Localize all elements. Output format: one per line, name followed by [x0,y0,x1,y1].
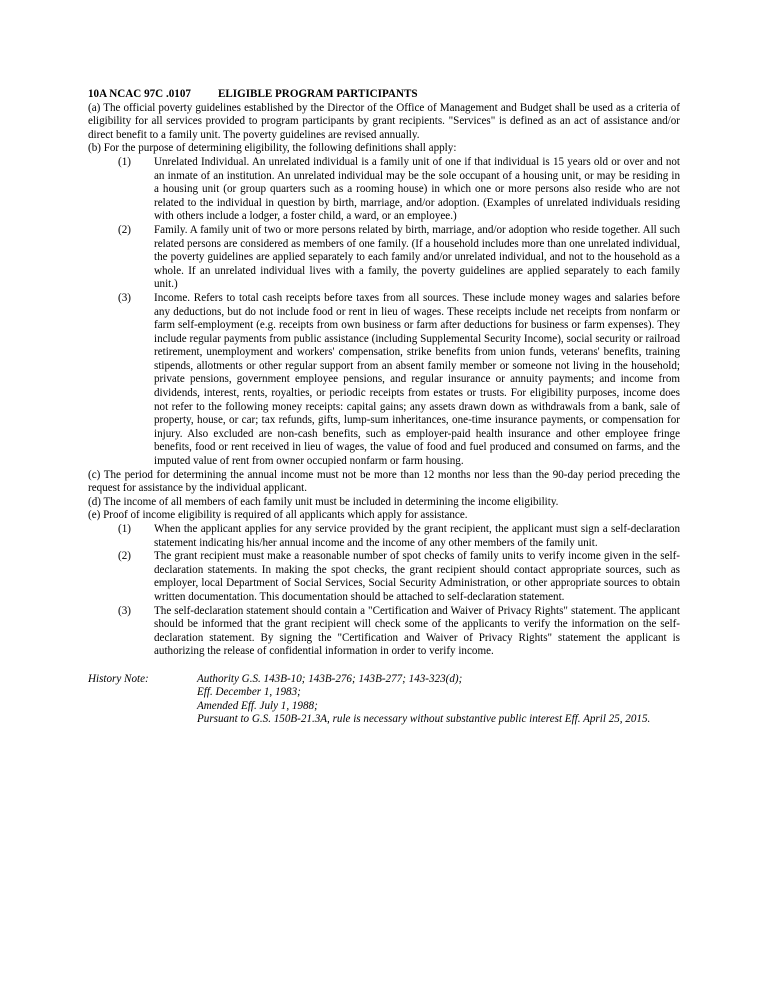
definition-family [88,224,680,292]
history-note-label: History Note: [88,672,149,685]
proof-item-self-declaration [88,523,680,550]
item-number: (3) [118,604,131,617]
item-number: (3) [118,291,131,304]
item-text: Family. A family unit of two or more persons related by birth, marriage, and/or adoption who reside together. All such related persons are considered as members of one family. (If a household includes more than one unrelated individual, the poverty guidelines are applied separately to each family and/or unrelated individual, and not to the household as a whole. If an unrelated individual lives with a family, the poverty guidelines are applied separately to each family unit.) [154,223,680,291]
proof-item-certification-waiver [88,605,680,659]
rule-title: ELIGIBLE PROGRAM PARTICIPANTS [218,88,418,100]
rule-document [88,88,680,727]
history-note-lines [88,673,680,727]
rule-number: 10A NCAC 97C .0107 [88,88,191,100]
history-line-effective: Eff. December 1, 1983; [197,686,301,699]
item-text: When the applicant applies for any service provided by the grant recipient, the applicant must sign a self-declaration statement indicating his/her annual income and the income of any other members of the family unit. [154,523,680,549]
section-d: (d) The income of all members of each family unit must be included in determining the income eligibility. [88,495,559,508]
item-number: (1) [118,155,131,168]
item-number: (2) [118,223,131,236]
definition-unrelated-individual [88,156,680,224]
item-text: The self-declaration statement should contain a "Certification and Waiver of Privacy Rights" statement. The applicant should be informed that the grant recipient will check some of the applicants to verify the information on the self-declaration statement. By signing the "Certification and Waiver of Privacy Rights" statement the applicant is authorizing the release of confidential information in order to verify income. [154,604,680,658]
item-number: (1) [118,523,131,535]
section-a: (a) The official poverty guidelines established by the Director of the Office of Management and Budget shall be used as a criteria of eligibility for all services provided to program participants by grant recipients. "Services" is defined as an act of assistance and/or direct benefit to a family unit. The poverty guidelines are revised annually. [88,101,680,141]
history-line-pursuant: Pursuant to G.S. 150B-21.3A, rule is necessary without substantive public interest Eff. April 25, 2015. [197,713,651,726]
section-b: (b) For the purpose of determining eligibility, the following definitions shall apply: [88,142,457,155]
section-c: (c) The period for determining the annual income must not be more than 12 months nor less than the 90-day period preceding the request for assistance by the individual applicant. [88,468,680,495]
item-number: (2) [118,550,131,563]
history-line-authority: Authority G.S. 143B-10; 143B-276; 143B-277; 143-323(d); [197,672,463,685]
definition-income [88,292,680,469]
section-e: (e) Proof of income eligibility is required of all applicants which apply for assistance. [88,509,468,522]
proof-item-spot-checks [88,550,680,604]
history-note [88,673,680,727]
history-line-amended: Amended Eff. July 1, 1988; [197,699,318,712]
item-text: The grant recipient must make a reasonable number of spot checks of family units to verify income given in the self-declaration statements. In making the spot checks, the grant recipient should contact appropriate sources, such as employer, local Department of Social Services, Social Security Administration, or other appropriate sources to obtain written documentation. This documentation should be attached to self-declaration statement. [154,550,680,603]
item-text: Income. Refers to total cash receipts before taxes from all sources. These include money wages and salaries before any deductions, but do not include food or rent in lieu of wages. These receipts include net receipts from nonfarm or farm self-employment (e.g. receipts from own business or farm after deductions for business or farm expenses). They include regular payments from public assistance (including Supplemental Security Income), social security or railroad retirement, unemployment and workers' compensation, strike benefits from union funds, veterans' benefits, training stipends, allotments or other regular support from an absent family member or someone not living in the household; private pensions, government employee pensions, and regular insurance or annuity payments; and income from dividends, interest, rents, royalties, or periodic receipts from estates or trusts. For eligibility purposes, income does not refer to the following money receipts: capital gains; any assets drawn down as withdrawals from a bank, sale of property, house, or car; tax refunds, gifts, lump-sum inheritances, one-time insurance payments, or compensation for injury. Also excluded are non-cash benefits, such as employer-paid health insurance and other employee fringe benefits, food or rent received in lieu of wages, the value of food and fuel produced and consumed on farms, and the imputed value of rent from owner occupied nonfarm or farm housing. [154,291,680,468]
item-text: Unrelated Individual. An unrelated individual is a family unit of one if that individual is 15 years old or over and not an inmate of an institution. An unrelated individual may be the sole occupant of a housing unit, or may be residing in a housing unit (or group quarters such as a rooming house) in which one or more persons also reside who are not related to the individual in question by birth, marriage, and/or adoption. (Examples of unrelated individuals residing with others include a lodger, a foster child, a ward, or an employee.) [154,155,680,223]
rule-heading [88,88,680,102]
